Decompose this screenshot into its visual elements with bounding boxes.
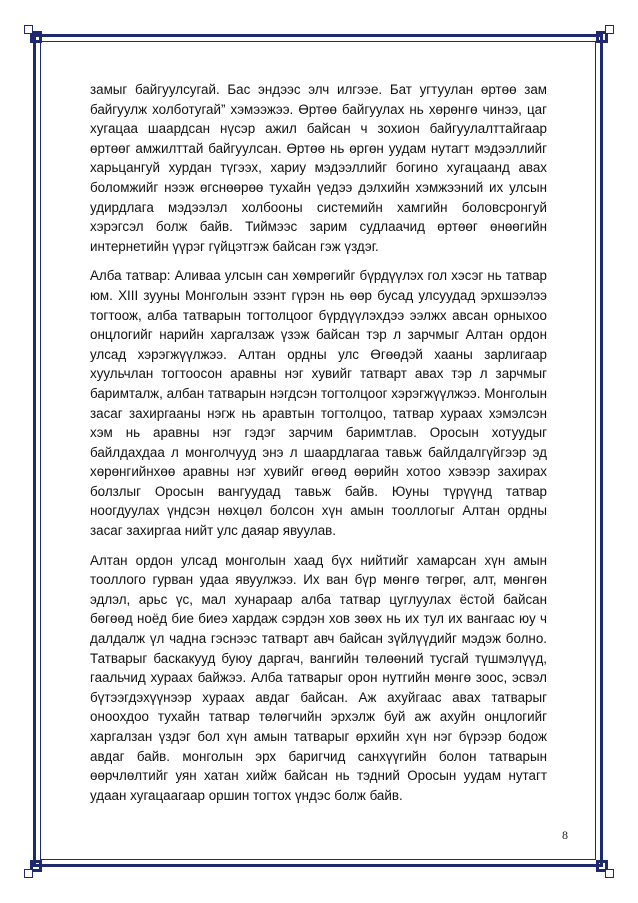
corner-ornament-bottom-right xyxy=(594,858,614,878)
page-number: 8 xyxy=(562,828,568,842)
paragraph: Алба татвар: Аливаа улсын сан хөмрөгийг бүрдүүлэх гол хэсэг нь татвар юм. XIII зууны Монголын эзэнт гүрэн нь өөр бусад улсуудад эрхшээлээ тогтоож, алба татварын тогтолцоог бүрдүүлэхдээ ээлжх авсан орныхоо онцлогийг нарийн харгалзаж үзэж байсан тэр л зарчмыг Алтан ордон улсад хэрэгжүүлжээ. Алтан ордны улс Өгөөдэй хааны зарлигаар хуульчлан тогтоосон аравны нэг хувийг татварт авах тэр л зарчмыг баримталж, албан татварын нэгдсэн тогтолцоог хэрэгжүүлжээ. Монголын засаг захиргааны нэгж нь аравтын тогтолцоо, татвар хураах хэмэлсэн хэм нь аравны нэг гэдэг зарчим баримтлав. Оросын хотуудыг байлдахдаа л монголчууд энэ л шаардлагаа тавьж байлдалгүйгээр эд хөрөнгийнхөө аравны нэг хувийг өгөөд өөрийн хотоо хэвээр захирах болзлыг Оросын вангуудад тавьж байв. Юуны түрүүнд татвар ноогдуулах үндсэн нөхцөл болсон хүн амын тооллогыг Алтан ордны засаг захиргаа нийт улс даяар явуулав. xyxy=(90,268,547,539)
corner-ornament-bottom-left xyxy=(24,858,44,878)
corner-ornament-top-right xyxy=(594,25,614,45)
page-body xyxy=(90,80,547,815)
paragraph: Алтан ордон улсад монголын хаад бүх нийтийг хамарсан хүн амын тооллого гурван удаа явуулжээ. Их ван бүр мөнгө төгрөг, алт, мөнгөн эдлэл, арьс үс, мал хунараар алба татвар цуглуулах ёстой байсан бөгөөд ноёд бие биеэ хардаж сэрдэн хов зөөх нь их тул их вангаас юу ч далдалж үл чадна гэснээс татварт авч байсан зүйлүүдийг мэдэж болно. Татварыг баскакууд буюу даргач, вангийн төлөөний тусгай түшмэлүүд, гаальчид хураах байжээ. Алба татварыг орон нутгийн мөнгө зоос, эсвэл бүтээгдэхүүнээр хураах авдаг байсан. Аж ахуйгаас авах татварыг оноохдоо тухайн татвар төлөгчийн эрхэлж буй аж ахуйн онцлогийг харгалзан үздэг бол хүн амын татварыг өрхийн хүн нэг бүрээр бодож авдаг байв. монголын эрх баригчид санхүүгийн болон татварын өөрчлөлтийг уян хатан хийж байсан нь тэдний Оросын уудам нутагт удаан хугацаагаар оршин тогтох үндэс болж байв. xyxy=(90,552,547,803)
corner-ornament-top-left xyxy=(24,25,44,45)
paragraph: замыг байгуулсугай. Бас эндээс элч илгээе. Бат угтуулан өртөө зам байгуулж холботугай” хэмээжээ. Өртөө байгуулах нь хөрөнгө чинээ, цаг хугацаа шаардсан нүсэр ажил байсан ч зохион байгуулалттайгаар өртөөг амжилттай байгуулсан. Өртөө нь өргөн уудам нутагт мэдээллийг харьцангуй хурдан түгээх, хариу мэдээллийг богино хугацаанд авах боломжийг нээж өгснөөрөө тухайн үедээ дэлхийн хэмжээний их улсын удирдлага мэдээлэл холбооны системийн хамгийн боловсронгуй хэрэгсэл болж байв. Тиймээс зарим судлаачид өртөөг өнөөгийн интернетийн үүрэг гүйцэтгэж байсан гэж үздэг. xyxy=(90,82,547,254)
